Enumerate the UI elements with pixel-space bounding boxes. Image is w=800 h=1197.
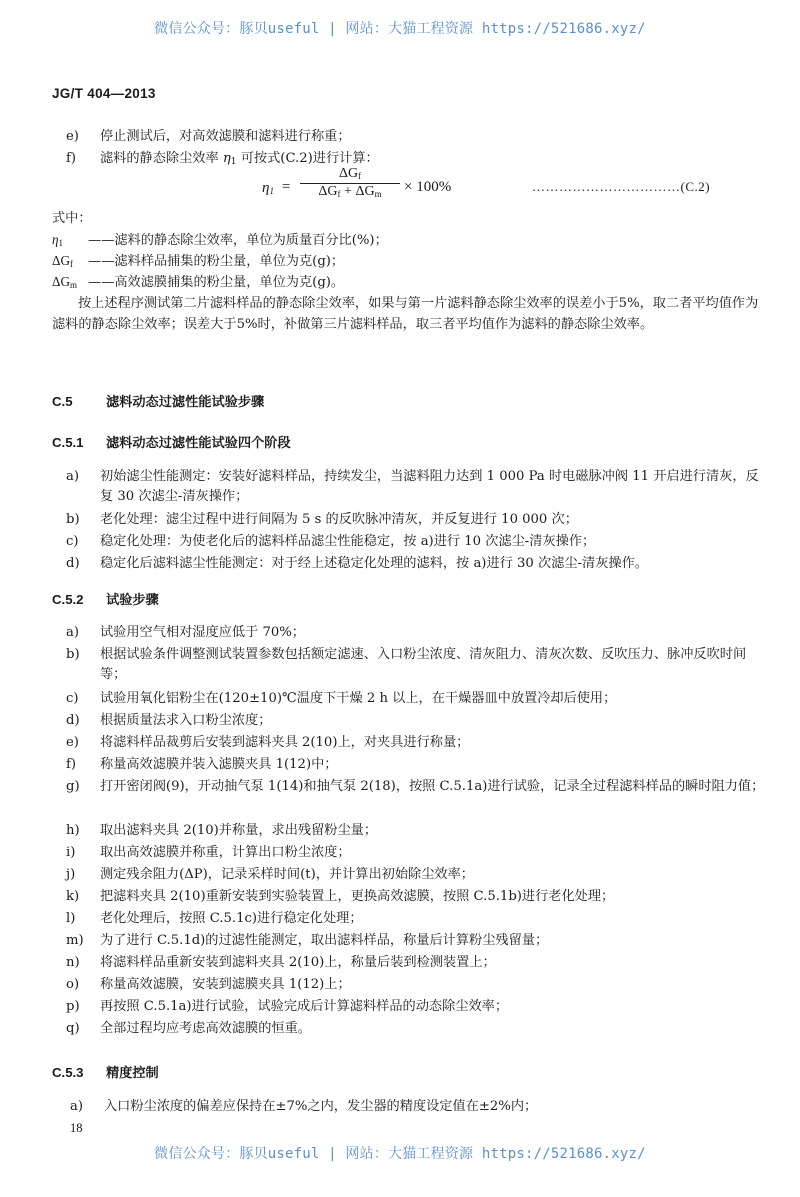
item-label: m) <box>66 933 84 948</box>
formula-lhs: $\eta_1$ <box>262 180 274 196</box>
item-label: e) <box>66 129 79 144</box>
item-text-before: 滤料的静态除尘效率 <box>100 151 219 166</box>
definition-text: ——滤料样品捕集的粉尘量，单位为克(g)； <box>88 254 345 269</box>
item-label: n) <box>66 955 80 970</box>
definition-text: ——高效滤膜捕集的粉尘量，单位为克(g)。 <box>88 275 345 290</box>
item-text: 入口粉尘浓度的偏差应保持在±7%之内，发尘器的精度设定值在±2%内； <box>104 1099 538 1114</box>
item-label: d) <box>66 713 80 728</box>
list-item-e <box>66 127 766 147</box>
formula-c2 <box>262 166 762 216</box>
list-item <box>66 733 766 753</box>
section-heading-c53 <box>52 1062 159 1081</box>
list-item <box>66 931 766 951</box>
item-text: 全部过程均应考虑高效滤膜的恒重。 <box>100 1021 311 1036</box>
item-text: 将滤料样品裁剪后安装到滤料夹具 2(10)上，对夹具进行称量； <box>100 735 470 750</box>
item-text: 试验用空气相对湿度应低于 70%； <box>100 625 305 640</box>
item-label: i) <box>66 845 76 860</box>
item-label: l) <box>66 911 76 926</box>
section-title: 精度控制 <box>106 1066 159 1081</box>
section-number: C.5.3 <box>52 1065 84 1080</box>
list-item <box>66 711 766 731</box>
item-label: h) <box>66 823 80 838</box>
list-item <box>66 645 766 685</box>
item-label: c) <box>66 691 79 706</box>
item-text: 取出滤料夹具 2(10)并称量，求出残留粉尘量； <box>100 823 378 838</box>
list-item <box>66 777 766 797</box>
item-text-after: 可按式(C.2)进行计算： <box>240 151 379 166</box>
section-number: C.5.1 <box>52 435 84 450</box>
item-text: 称量高效滤膜，安装到滤膜夹具 1(12)上； <box>100 977 351 992</box>
item-label: a) <box>70 1099 84 1114</box>
item-text: 将滤料样品重新安装到滤料夹具 2(10)上，称量后装到检测装置上； <box>100 955 496 970</box>
eta-symbol: η <box>222 151 231 166</box>
definition-symbol: $\Delta G_m$ <box>52 274 78 290</box>
section-heading-c51 <box>52 432 291 451</box>
item-text: 试验用氧化铝粉尘在(120±10)℃温度下干燥 2 h 以上，在干燥器皿中放置冷却后使用； <box>100 691 617 706</box>
item-label: q) <box>66 1021 80 1036</box>
item-label: p) <box>66 999 80 1014</box>
item-label: d) <box>66 556 80 571</box>
item-text: 停止测试后，对高效滤膜和滤料进行称重； <box>100 129 351 144</box>
list-item <box>66 510 766 530</box>
item-label: e) <box>66 735 79 750</box>
item-text: 稳定化后滤料滤尘性能测定：对于经上述稳定化处理的滤料，按 a)进行 30 次滤尘-清灰操作。 <box>100 556 648 571</box>
section-number: C.5.2 <box>52 592 84 607</box>
section-title: 滤料动态过滤性能试验四个阶段 <box>106 436 291 451</box>
item-label: a) <box>66 625 80 640</box>
equals-sign: = <box>282 179 291 195</box>
item-text: 测定残余阻力(ΔP)，记录采样时间(t)，并计算出初始除尘效率； <box>100 867 474 882</box>
formula-multiplier: × 100% <box>404 179 452 195</box>
list-item <box>66 997 766 1017</box>
item-text: 把滤料夹具 2(10)重新安装到实验装置上，更换高效滤膜，按照 C.5.1b)进行老化处理； <box>100 889 615 904</box>
where-label: 式中： <box>52 211 92 226</box>
item-label: f) <box>66 151 77 166</box>
list-item <box>66 865 766 885</box>
item-text: 老化处理后，按照 C.5.1c)进行稳定化处理； <box>100 911 363 926</box>
item-text: 根据质量法求入口粉尘浓度； <box>100 713 272 728</box>
list-item <box>66 887 766 907</box>
list-item <box>66 755 766 775</box>
item-text: 称量高效滤膜并装入滤膜夹具 1(12)中； <box>100 757 338 772</box>
item-label: f) <box>66 757 77 772</box>
item-label: a) <box>66 469 80 484</box>
item-label: c) <box>66 534 79 549</box>
watermark-bottom: 微信公众号：豚贝useful | 网站：大猫工程资源 https://521686.xyz/ <box>154 1146 646 1162</box>
section-heading-c5 <box>52 391 264 410</box>
list-item <box>66 953 766 973</box>
list-item <box>66 843 766 863</box>
definition-symbol: $\eta_1$ <box>52 232 64 248</box>
item-label: k) <box>66 889 80 904</box>
item-label: o) <box>66 977 80 992</box>
item-label: j) <box>66 867 76 882</box>
page-number: 18 <box>70 1121 83 1135</box>
watermark-top: 微信公众号：豚贝useful | 网站：大猫工程资源 https://521686.xyz/ <box>154 21 646 37</box>
list-item <box>70 1097 770 1117</box>
standard-code: JG/T 404—2013 <box>52 86 156 101</box>
list-item <box>66 467 766 507</box>
definition-eta <box>52 230 388 253</box>
item-text: 再按照 C.5.1a)进行试验，试验完成后计算滤料样品的动态除尘效率； <box>100 999 509 1014</box>
item-label: b) <box>66 512 80 527</box>
section-heading-c52 <box>52 589 159 608</box>
section-title: 试验步骤 <box>106 593 159 608</box>
definition-dgm <box>52 272 344 295</box>
item-text: 初始滤尘性能测定：安装好滤料样品，持续发尘，当滤料阻力达到 1 000 Pa 时电磁脉冲阀 11 开启进行清灰，反复 30 次滤尘-清灰操作； <box>100 469 759 504</box>
definition-text: ——滤料的静态除尘效率，单位为质量百分比(%)； <box>88 233 388 248</box>
item-text: 老化处理：滤尘过程中进行间隔为 5 s 的反吹脉冲清灰，并反复进行 10 000 次； <box>100 512 578 527</box>
item-text: 稳定化处理：为使老化后的滤料样品滤尘性能稳定，按 a)进行 10 次滤尘-清灰操作； <box>100 534 596 549</box>
list-item <box>66 623 766 643</box>
section-title: 滤料动态过滤性能试验步骤 <box>106 395 265 410</box>
averaging-paragraph: 按上述程序测试第二片滤料样品的静态除尘效率，如果与第一片滤料静态除尘效率的误差小于5%，取二者平均值作为滤料的静态除尘效率；误差大于5%时，补做第三片滤料样品，取三者平均值作为滤料的静态除尘效率。 <box>52 296 759 332</box>
item-label: g) <box>66 779 80 794</box>
list-item <box>66 689 766 709</box>
item-text: 为了进行 C.5.1d)的过滤性能测定，取出滤料样品，称量后计算粉尘残留量； <box>100 933 549 948</box>
formula-fraction <box>300 166 400 200</box>
list-item <box>66 532 766 552</box>
list-item <box>66 975 766 995</box>
list-item <box>66 554 766 574</box>
list-item <box>66 1019 766 1039</box>
item-text: 根据试验条件调整测试装置参数包括额定滤速、入口粉尘浓度、清灰阻力、清灰次数、反吹压力、脉冲反吹时间等； <box>100 647 747 682</box>
item-text: 打开密闭阀(9)，开动抽气泵 1(14)和抽气泵 2(18)，按照 C.5.1a)进行试验，记录全过程滤料样品的瞬时阻力值； <box>100 779 765 794</box>
list-item <box>66 909 766 929</box>
eta-subscript: 1 <box>230 157 237 167</box>
item-text: 取出高效滤膜并称重，计算出口粉尘浓度； <box>100 845 351 860</box>
item-label: b) <box>66 647 80 662</box>
formula-reference: ……………………………(C.2) <box>532 179 711 194</box>
formula-numerator: $\Delta G_f$ <box>300 166 400 184</box>
definition-dgf <box>52 251 344 274</box>
section-number: C.5 <box>52 394 73 409</box>
list-item <box>66 821 766 841</box>
formula-denominator: $\Delta G_f + \Delta G_m$ <box>318 184 382 199</box>
definition-symbol: $\Delta G_f$ <box>52 253 74 269</box>
